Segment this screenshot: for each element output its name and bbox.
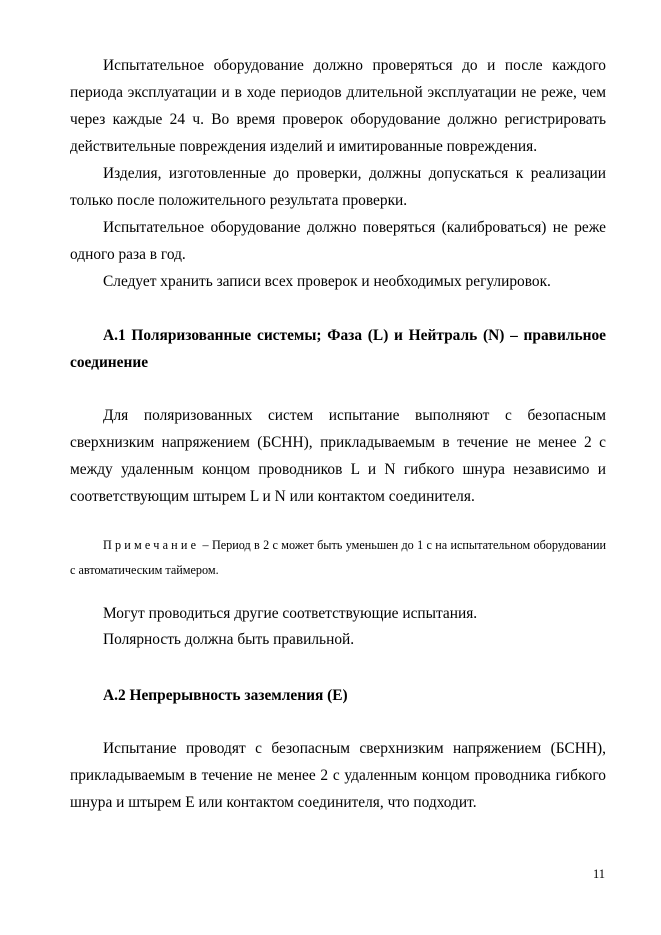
section-a1-heading: A.1 Поляризованные системы; Фаза (L) и Нейтраль (N) – правильное соединение [70,327,606,371]
section-a2-heading: A.2 Непрерывность заземления (E) [103,687,348,704]
page-number: 11 [592,867,605,881]
section-a1-polarity: Полярность должна быть правильной. [103,631,355,648]
section-a1-note [70,533,606,583]
section-a2-body: Испытание проводят с безопасным сверхнизким напряжением (БСНН), прикладываемым в течение не менее 2 с удаленным концом проводника гибкого шнура и штырем Е или контактом соединителя, что подходит. [70,740,606,811]
paragraph-calibration: Испытательное оборудование должно поверяться (калиброваться) не реже одного раза в год. [70,219,606,263]
section-a1-other-tests: Могут проводиться другие соответствующие испытания. [103,605,478,622]
section-a1-body: Для поляризованных систем испытание выполняют с безопасным сверхнизким напряжением (БСНН), прикладываемым в течение не менее 2 с между удаленным концом проводников L и N гибкого шнура независимо и соответствующим штырем L и N или контактом соединителя. [70,407,606,505]
note-label: Примечание [103,538,200,552]
note-text: – Период в 2 с может быть уменьшен до 1 с на испытательном оборудовании с автоматическим таймером. [70,538,606,577]
paragraph-records: Следует хранить записи всех проверок и необходимых регулировок. [103,273,551,290]
paragraph-products-release: Изделия, изготовленные до проверки, должны допускаться к реализации только после положительного результата проверки. [70,165,606,209]
paragraph-equipment-check: Испытательное оборудование должно проверяться до и после каждого периода эксплуатации и в ходе периодов длительной эксплуатации не реже, чем через каждые 24 ч. Во время проверок оборудование должно регистрировать действительные повреждения изделий и имитированные повреждения. [70,57,606,155]
